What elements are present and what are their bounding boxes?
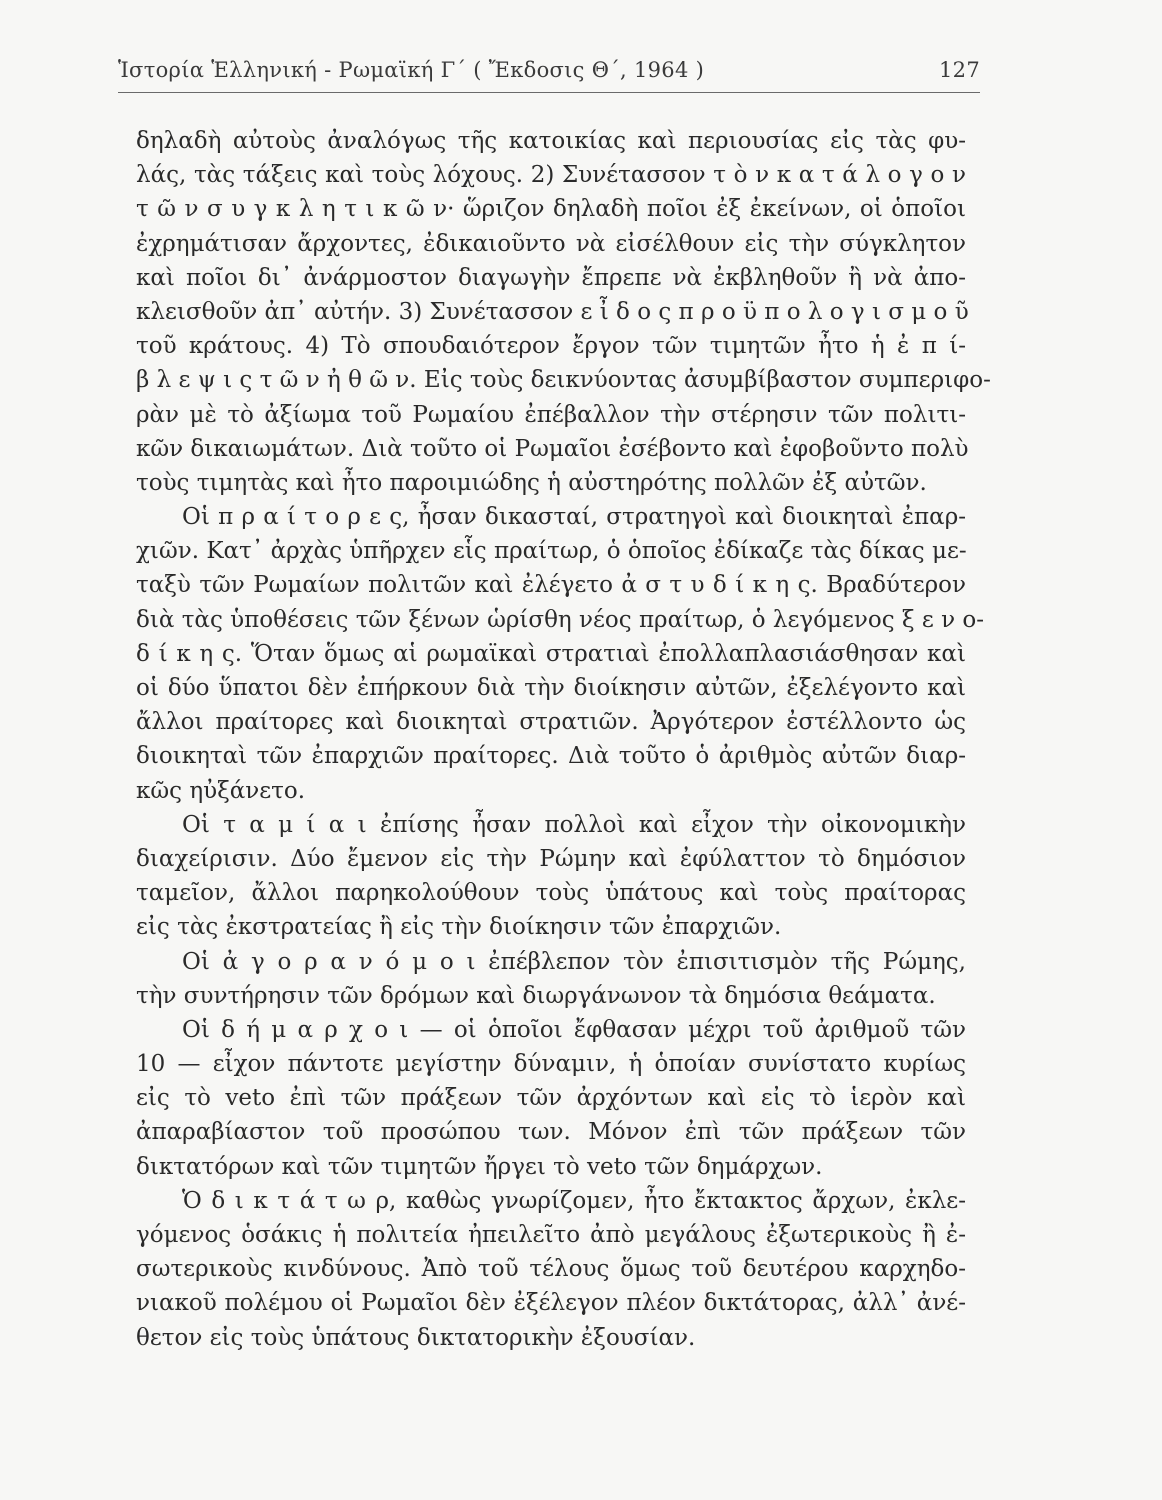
text-line: χιῶν. Κατ᾿ ἀρχὰς ὑπῆρχεν εἷς πραίτωρ, ὁ ὁποῖος ἐδίκαζε τὰς δίκας με- xyxy=(136,538,967,565)
text-line: δικτατόρων καὶ τῶν τιμητῶν ἤργει τὸ veto τῶν δημάρχων. xyxy=(136,1153,823,1180)
text-line: β λ ε ψ ι ς τ ῶ ν ἠ θ ῶ ν. Εἰς τοὺς δεικνύοντας ἀσυμβίβαστον συμπεριφο- xyxy=(136,367,991,394)
text-line: οἱ δύο ὕπατοι δὲν ἐπήρκουν διὰ τὴν διοίκησιν αὐτῶν, ἐξελέγοντο καὶ xyxy=(136,675,966,701)
text-line: κῶν δικαιωμάτων. Διὰ τοῦτο οἱ Ρωμαῖοι ἐσέβοντο καὶ ἐφοβοῦντο πολὺ xyxy=(136,435,969,462)
text-line: θετον εἰς τοὺς ὑπάτους δικτατορικὴν ἐξουσίαν. xyxy=(136,1324,696,1351)
running-header xyxy=(118,58,980,93)
text-line: τοὺς τιμητὰς καὶ ἦτο παροιμιώδης ἡ αὐστηρότης πολλῶν ἐξ αὐτῶν. xyxy=(136,469,927,496)
text-line: δηλαδὴ αὐτοὺς ἀναλόγως τῆς κατοικίας καὶ περιουσίας εἰς τὰς φυ- xyxy=(136,128,966,154)
text-line: γόμενος ὁσάκις ἡ πολιτεία ἠπειλεῖτο ἀπὸ μεγάλους ἐξωτερικοὺς ἢ ἐ- xyxy=(136,1222,966,1248)
paragraph-start-line: Οἱ τ α μ ί α ι ἐπίσης ἦσαν πολλοὶ καὶ εἶχον τὴν οἰκονομικὴν xyxy=(182,811,966,838)
text-line: ταξὺ τῶν Ρωμαίων πολιτῶν καὶ ἐλέγετο ἀ σ τ υ δ ί κ η ς. Βραδύτερον xyxy=(136,572,966,599)
paragraph-start-line: Οἱ ἀ γ ο ρ α ν ό μ ο ι ἐπέβλεπον τὸν ἐπισιτισμὸν τῆς Ρώμης, xyxy=(182,948,966,975)
text-line: δ ί κ η ς. Ὅταν ὅμως αἱ ρωμαϊκαὶ στρατιαὶ ἐπολλαπλασιάσθησαν καὶ xyxy=(136,640,966,667)
text-line: διὰ τὰς ὑποθέσεις τῶν ξένων ὡρίσθη νέος πραίτωρ, ὁ λεγόμενος ξ ε ν ο- xyxy=(136,606,985,633)
text-line: τὴν συντήρησιν τῶν δρόμων καὶ διωργάνωνον τὰ δημόσια θεάματα. xyxy=(136,982,936,1009)
text-line: 10 — εἶχον πάντοτε μεγίστην δύναμιν, ἡ ὁποίαν συνίστατο κυρίως xyxy=(136,1051,966,1078)
paragraph-start-line: Οἱ π ρ α ί τ ο ρ ε ς, ἦσαν δικασταί, στρατηγοὶ καὶ διοικηταὶ ἐπαρ- xyxy=(182,504,966,531)
text-line: ταμεῖον, ἄλλοι παρηκολούθουν τοὺς ὑπάτους καὶ τοὺς πραίτορας xyxy=(136,880,966,907)
paragraph-start-line: Ὁ δ ι κ τ ά τ ω ρ, καθὼς γνωρίζομεν, ἦτο ἔκτακτος ἄρχων, ἐκλε- xyxy=(182,1187,966,1214)
text-line: τοῦ κράτους. 4) Τὸ σπουδαιότερον ἔργον τῶν τιμητῶν ἦτο ἡ ἐ π ί- xyxy=(136,333,966,360)
page-number: 127 xyxy=(939,58,980,82)
text-line: διαχείρισιν. Δύο ἔμενον εἰς τὴν Ρώμην καὶ ἐφύλαττον τὸ δημόσιον xyxy=(136,845,966,872)
text-line: σωτερικοὺς κινδύνους. Ἀπὸ τοῦ τέλους ὅμως τοῦ δευτέρου καρχηδο- xyxy=(136,1256,966,1283)
text-line: κῶς ηὐξάνετο. xyxy=(136,777,306,804)
text-line: λάς, τὰς τάξεις καὶ τοὺς λόχους. 2) Συνέτασσον τ ὸ ν κ α τ ά λ ο γ ο ν xyxy=(136,162,966,189)
body-text xyxy=(136,124,991,1355)
text-line: ἀπαραβίαστον τοῦ προσώπου των. Μόνον ἐπὶ τῶν πράξεων τῶν xyxy=(136,1119,966,1146)
text-line: κλεισθοῦν ἀπ᾿ αὐτήν. 3) Συνέτασσον ε ἶ δ ο ς π ρ ο ϋ π ο λ ο γ ι σ μ ο ῦ xyxy=(136,298,969,325)
text-line: τ ῶ ν σ υ γ κ λ η τ ι κ ῶ ν· ὥριζον δηλαδὴ ποῖοι ἐξ ἐκείνων, οἱ ὁποῖοι xyxy=(136,196,966,223)
text-line: εἰς τὰς ἐκστρατείας ἢ εἰς τὴν διοίκησιν τῶν ἐπαρχιῶν. xyxy=(136,914,782,941)
text-line: εἰς τὸ veto ἐπὶ τῶν πράξεων τῶν ἀρχόντων καὶ εἰς τὸ ἱερὸν καὶ xyxy=(136,1085,966,1112)
paragraph-start-line: Οἱ δ ή μ α ρ χ ο ι — οἱ ὁποῖοι ἔφθασαν μέχρι τοῦ ἀριθμοῦ τῶν xyxy=(182,1016,966,1043)
text-line: καὶ ποῖοι δι᾿ ἀνάρμοστον διαγωγὴν ἔπρεπε νὰ ἐκβληθοῦν ἢ νὰ ἀπο- xyxy=(136,264,966,291)
text-line: διοικηταὶ τῶν ἐπαρχιῶν πραίτορες. Διὰ τοῦτο ὁ ἀριθμὸς αὐτῶν διαρ- xyxy=(136,743,966,770)
text-line: ρὰν μὲ τὸ ἀξίωμα τοῦ Ρωμαίου ἐπέβαλλον τὴν στέρησιν τῶν πολιτι- xyxy=(136,401,966,428)
text-line: ἄλλοι πραίτορες καὶ διοικηταὶ στρατιῶν. Ἀργότερον ἐστέλλοντο ὡς xyxy=(136,709,966,736)
text-line: νιακοῦ πολέμου οἱ Ρωμαῖοι δὲν ἐξέλεγον πλέον δικτάτορας, ἀλλ᾿ ἀνέ- xyxy=(136,1290,966,1317)
header-title: Ἱστορία Ἑλληνική - Ρωμαϊκή Γ΄ ( Ἔκδοσις Θ΄, 1964 ) xyxy=(118,58,705,82)
text-line: ἐχρημάτισαν ἄρχοντες, ἐδικαιοῦντο νὰ εἰσέλθουν εἰς τὴν σύγκλητον xyxy=(136,230,966,257)
